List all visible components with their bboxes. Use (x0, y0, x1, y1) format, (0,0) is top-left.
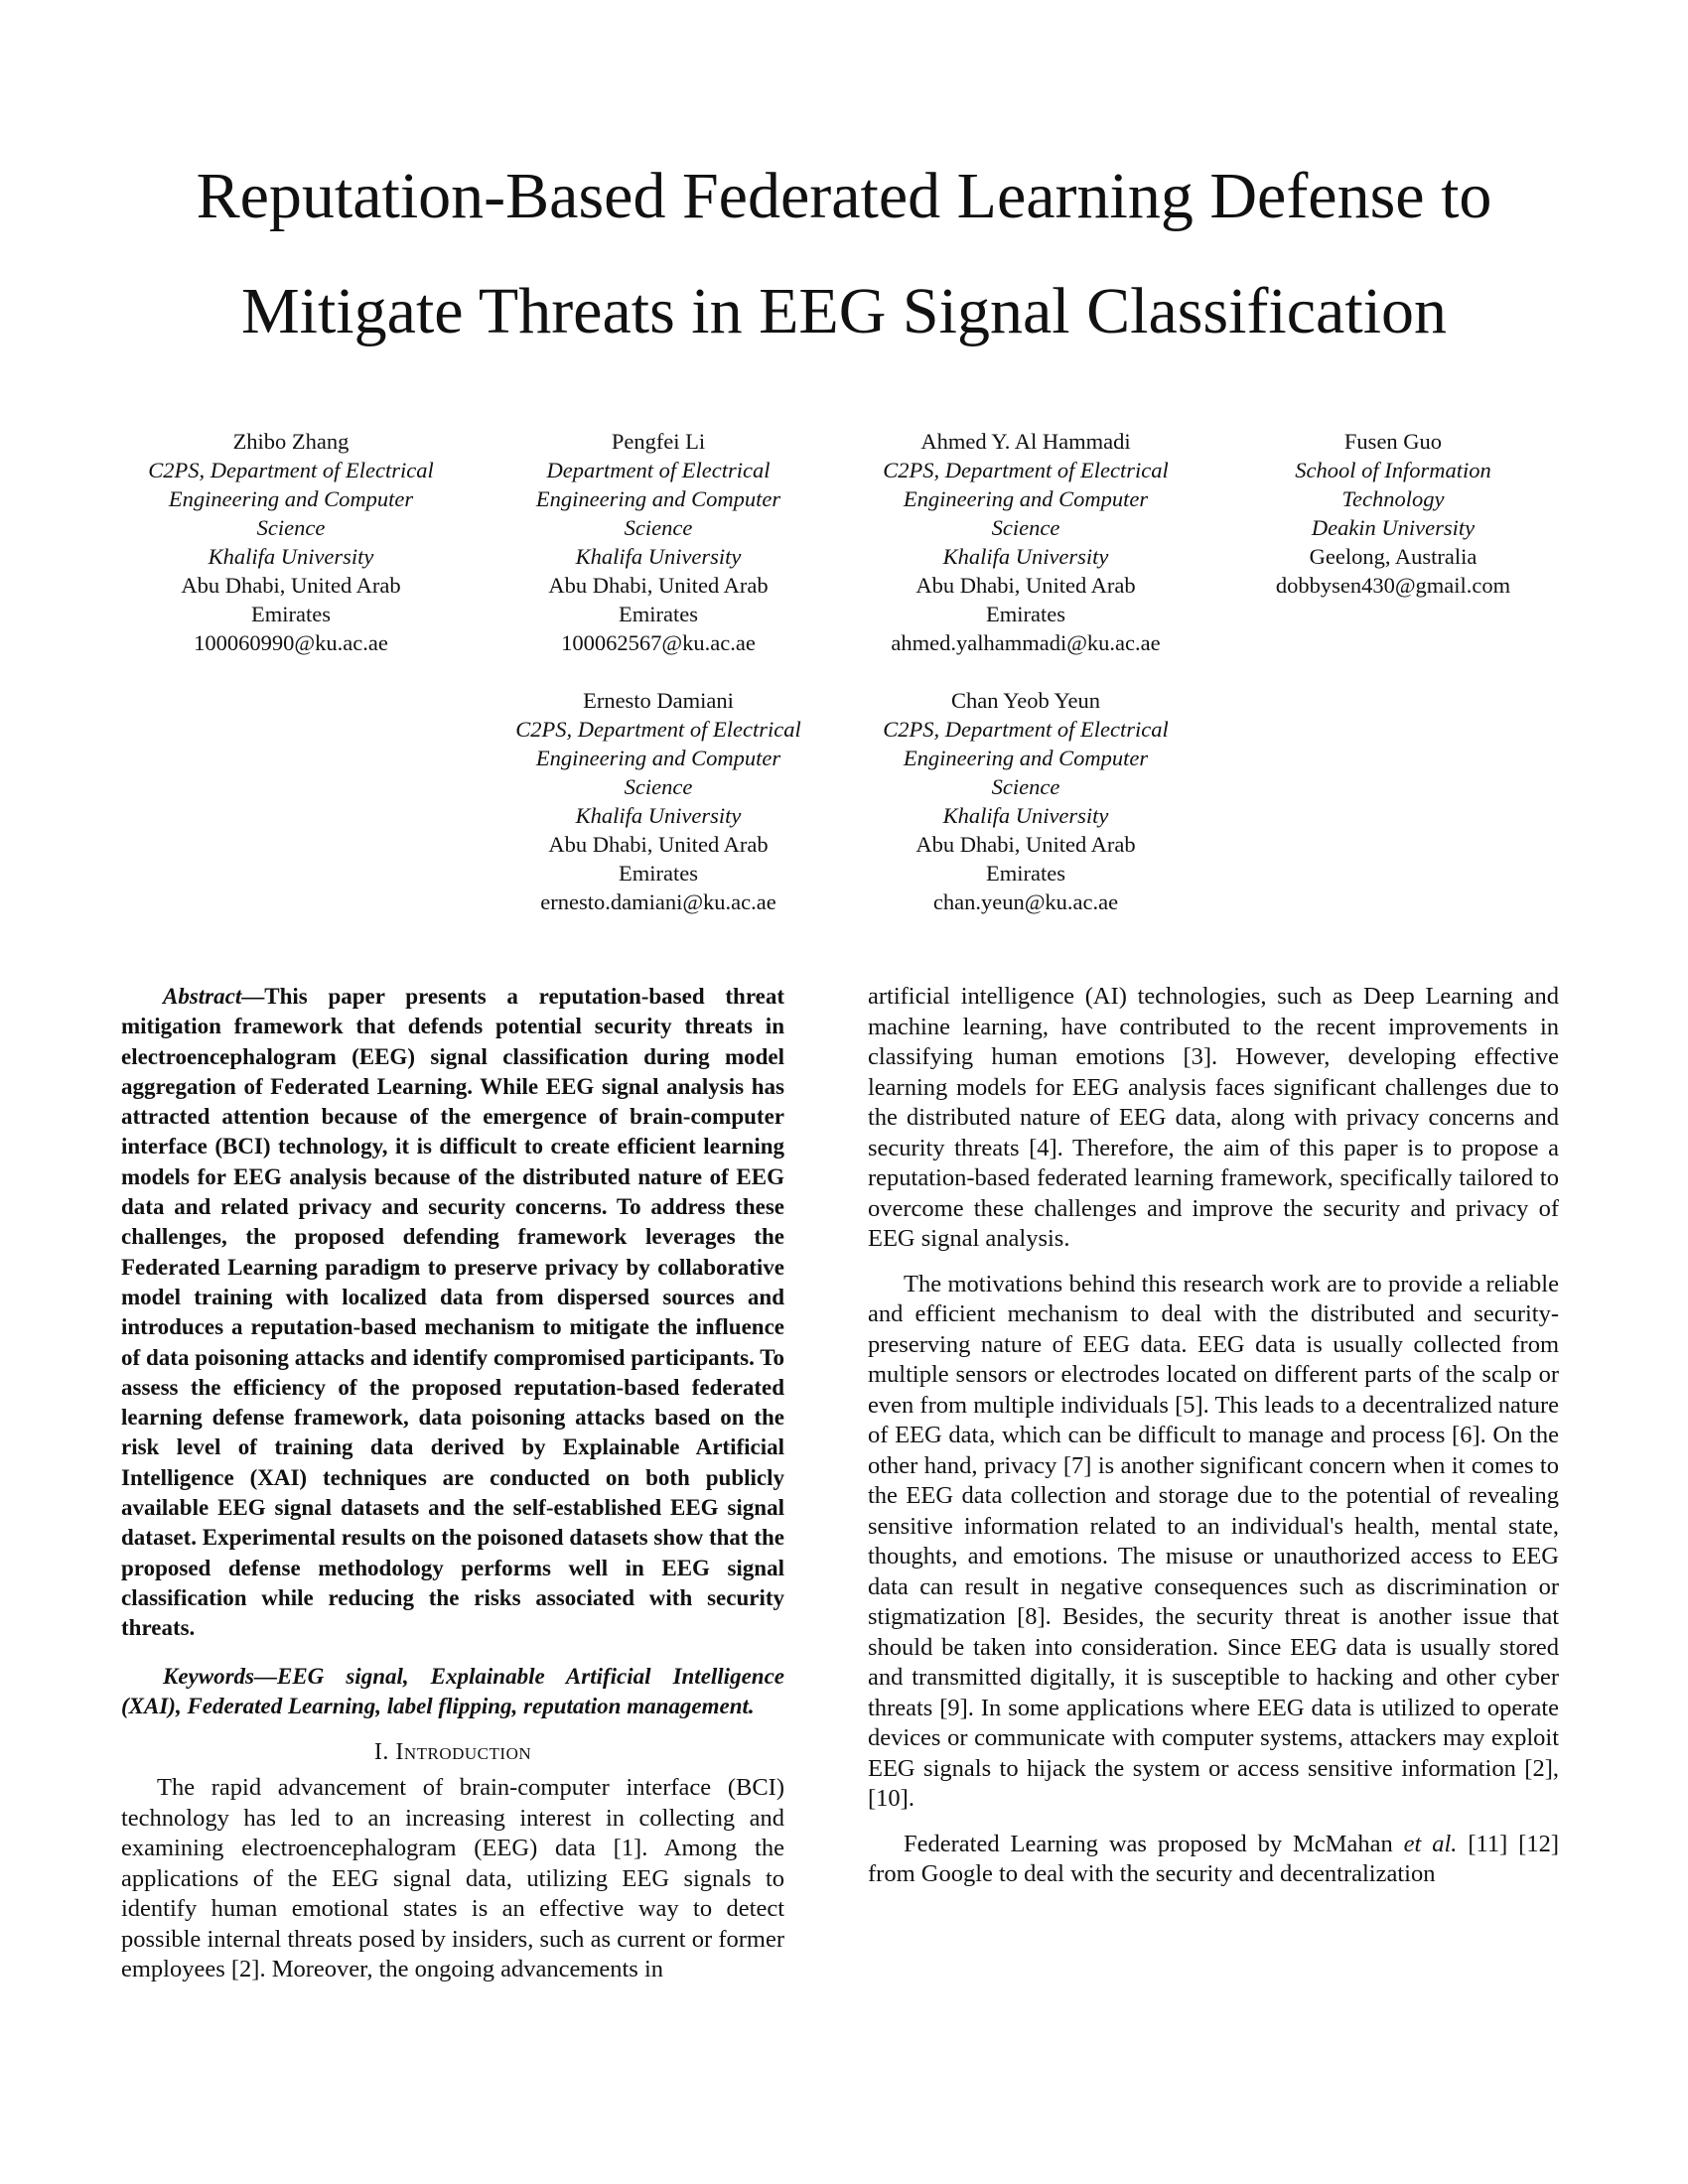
right-column (868, 982, 1559, 1890)
abstract (121, 982, 784, 1644)
author-location: Emirates (986, 861, 1065, 886)
author-organization: Khalifa University (208, 544, 374, 569)
author-location: Emirates (619, 861, 698, 886)
author-affiliation: C2PS, Department of Electrical (883, 458, 1169, 482)
author-name: Ahmed Y. Al Hammadi (920, 429, 1131, 454)
author-affiliation: Technology (1341, 486, 1445, 511)
author-email[interactable]: 100060990@ku.ac.ae (194, 630, 388, 655)
intro-paragraph-3: The motivations behind this research work are to provide a reliable and efficient mechanism to deal with the distributed and security-preserving nature of EEG data. EEG data is usually collected from multiple sensors or electrodes located on different parts of the scalp or even from multiple individuals [5]. This leads to a decentralized nature of EEG data, which can be difficult to manage and process [6]. On the other hand, privacy [7] is another significant concern when it comes to the EEG data collection and storage due to the potential of revealing sensitive information related to an individual's health, mental state, thoughts, and emotions. The misuse or unauthorized access to EEG data can result in negative consequences such as discrimination or stigmatization [8]. Besides, the security threat is another issue that should be taken into consideration. Since EEG data is usually stored and transmitted digitally, it is susceptible to hacking and other cyber threats [9]. In some applications where EEG data is utilized to operate devices or communicate with computer systems, attackers may exploit EEG signals to hijack the system or access sensitive information [2], [10]. (868, 1270, 1559, 1812)
left-column (121, 982, 784, 1985)
author-affiliation: School of Information (1295, 458, 1491, 482)
author-affiliation: C2PS, Department of Electrical (148, 458, 434, 482)
author-location: Emirates (251, 602, 331, 626)
author-block-li (494, 427, 822, 657)
author-location: Emirates (986, 602, 1065, 626)
author-affiliation: Engineering and Computer (535, 486, 781, 511)
author-affiliation: Science (624, 515, 693, 540)
author-organization: Khalifa University (575, 544, 742, 569)
author-location: Emirates (619, 602, 698, 626)
author-organization: Deakin University (1311, 515, 1476, 540)
author-affiliation: Engineering and Computer (535, 746, 781, 770)
author-email[interactable]: dobbysen430@gmail.com (1275, 573, 1511, 598)
et-al: et al. (1403, 1830, 1458, 1857)
title-line-1: Reputation-Based Federated Learning Defense to (196, 160, 1492, 232)
para-text: [11] [12] from Google to deal with the security and decentralization (868, 1830, 1559, 1887)
author-location: Geelong, Australia (1309, 544, 1477, 569)
author-affiliation: Department of Electrical (546, 458, 771, 482)
para-text: Federated Learning was proposed by McMahan (904, 1830, 1404, 1857)
author-name: Chan Yeob Yeun (950, 688, 1101, 713)
author-name: Pengfei Li (611, 429, 706, 454)
author-block-alhammadi (862, 427, 1190, 657)
author-affiliation: Science (256, 515, 326, 540)
abstract-lead: Abstract (163, 984, 242, 1009)
author-email[interactable]: 100062567@ku.ac.ae (561, 630, 756, 655)
author-location: Abu Dhabi, United Arab (548, 573, 769, 598)
author-location: Abu Dhabi, United Arab (548, 832, 769, 857)
section-number: I. (373, 1739, 389, 1766)
author-email[interactable]: ahmed.yalhammadi@ku.ac.ae (891, 630, 1161, 655)
abstract-text: —This paper presents a reputation-based threat mitigation framework that defends potential security threats in electroencephalogram (EEG) signal classification during model aggregation of Federated Learning. While EEG signal analysis has attracted attention because of the emergence of brain-computer interface (BCI) technology, it is difficult to create efficient learning models for EEG analysis because of the distributed nature of EEG data and related privacy and security concerns. To address these challenges, the proposed defending framework leverages the Federated Learning paradigm to preserve privacy by collaborative model training with localized data from dispersed sources and introduces a reputation-based mechanism to mitigate the influence of data poisoning attacks and identify compromised participants. To assess the efficiency of the proposed reputation-based federated learning defense framework, data poisoning attacks based on the risk level of training data derived by Explainable Artificial Intelligence (XAI) techniques are conducted on both publicly available EEG signal datasets and the self-established EEG signal dataset. Experimental results on the poisoned datasets show that the proposed defense methodology performs well in EEG signal classification while reducing the risks associated with security threats. (121, 984, 784, 1641)
author-email[interactable]: ernesto.damiani@ku.ac.ae (540, 889, 776, 914)
author-location: Abu Dhabi, United Arab (915, 573, 1136, 598)
author-name: Ernesto Damiani (583, 688, 734, 713)
author-organization: Khalifa University (942, 803, 1109, 828)
author-block-damiani (494, 686, 822, 916)
author-affiliation: C2PS, Department of Electrical (515, 717, 801, 742)
author-affiliation: Science (991, 774, 1060, 799)
paper-title (119, 139, 1569, 369)
author-affiliation: Engineering and Computer (168, 486, 414, 511)
author-location: Abu Dhabi, United Arab (915, 832, 1136, 857)
intro-paragraph-4 (868, 1830, 1559, 1890)
author-block-zhang (127, 427, 455, 657)
section-heading-introduction (121, 1737, 784, 1767)
intro-paragraph-1: The rapid advancement of brain-computer interface (BCI) technology has led to an increasing interest in collecting and examining electroencephalogram (EEG) data [1]. Among the applications of the EEG signal data, utilizing EEG signals to identify human emotional states is an effective way to detect possible internal threats posed by insiders, such as current or former employees [2]. Moreover, the ongoing advancements in (121, 1774, 784, 1983)
section-title: Introduction (395, 1739, 532, 1766)
author-name: Fusen Guo (1343, 429, 1443, 454)
author-location: Abu Dhabi, United Arab (181, 573, 401, 598)
keywords: Keywords—EEG signal, Explainable Artificial Intelligence (XAI), Federated Learning, label flipping, reputation management. (121, 1663, 784, 1718)
author-affiliation: Science (991, 515, 1060, 540)
author-affiliation: Science (624, 774, 693, 799)
author-name: Zhibo Zhang (232, 429, 350, 454)
author-organization: Khalifa University (575, 803, 742, 828)
author-affiliation: Engineering and Computer (903, 486, 1149, 511)
author-organization: Khalifa University (942, 544, 1109, 569)
author-affiliation: Engineering and Computer (903, 746, 1149, 770)
title-line-2: Mitigate Threats in EEG Signal Classification (240, 275, 1448, 347)
author-block-yeun (862, 686, 1190, 916)
author-affiliation: C2PS, Department of Electrical (883, 717, 1169, 742)
intro-paragraph-2: artificial intelligence (AI) technologies, such as Deep Learning and machine learning, have contributed to the recent improvements in classifying human emotions [3]. However, developing effective learning models for EEG analysis faces significant challenges due to the distributed nature of EEG data, along with privacy concerns and security threats [4]. Therefore, the aim of this paper is to propose a reputation-based federated learning framework, specifically tailored to overcome these challenges and improve the security and privacy of EEG signal analysis. (868, 983, 1559, 1252)
author-block-guo (1229, 427, 1557, 600)
author-email[interactable]: chan.yeun@ku.ac.ae (932, 889, 1119, 914)
